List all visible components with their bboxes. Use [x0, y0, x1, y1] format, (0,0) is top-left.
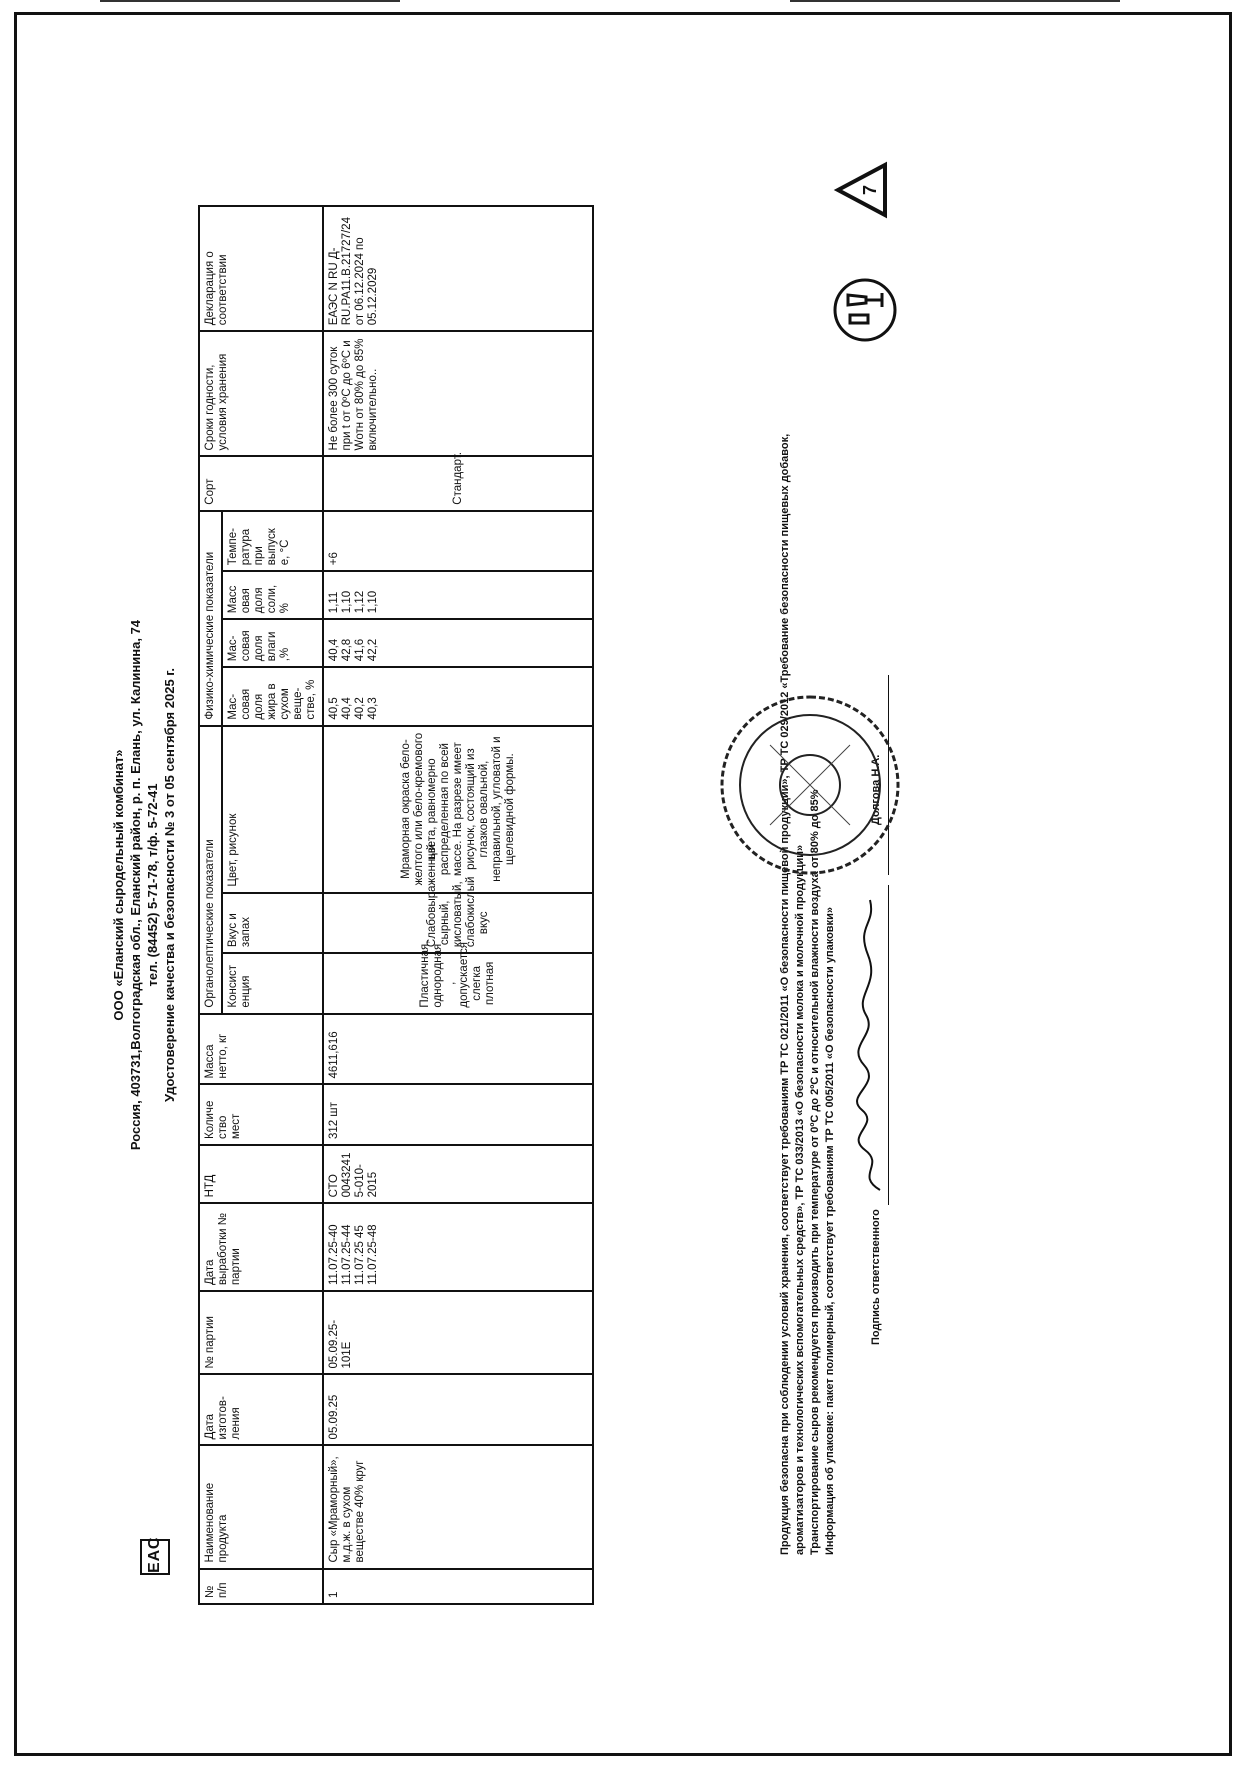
food-contact-icon [830, 275, 900, 345]
cell-color: Мраморная окраска бело-желтого или бело-кремового цвета, равномерно распределенная по всей массе. На разрезе имеет рисунок, состоящий из глазков овальной, неправильной, угловатой и щелевидной формы. [323, 726, 593, 893]
cell-consistency: Пластичная, однородная , допускается слегка плотная [323, 953, 593, 1014]
svg-text:7: 7 [860, 184, 880, 196]
top-rule [100, 0, 400, 2]
col-taste: Вкус и запах [222, 893, 323, 954]
col-mass: Масса нетто, кг [199, 1014, 323, 1085]
cell-batch: 05.09.25-101Е [323, 1291, 593, 1374]
col-ntd: НТД [199, 1145, 323, 1203]
col-declaration: Декларация о соответствии [199, 206, 323, 331]
cell-shelf: Не более 300 суток при t от 0ºС до 6ºС и Wотн от 80% до 85% включительно.. [323, 331, 593, 456]
col-consistency: Консист енция [222, 953, 323, 1014]
signer-name: Долгова Н.А. [870, 754, 882, 825]
footer-line: Информация об упаковке: пакет полимерный, соответствует требованиям ТР ТС 005/2011 «О безопасности упаковки» [824, 907, 836, 1555]
col-color: Цвет, рисунок [222, 726, 323, 893]
signature-label: Подпись ответственного [870, 1209, 882, 1345]
cell-date-prod: 11.07.25-40 11.07.25-44 11.07.25 45 11.07.25-48 [323, 1203, 593, 1291]
cell-mass: 4611,616 [323, 1014, 593, 1085]
cell-salt: 1,11 1,10 1,12 1,10 [323, 571, 593, 619]
col-salt: Масс овая доля соли, % [222, 571, 323, 619]
top-rule [790, 0, 1120, 2]
col-shelf: Сроки годности, условия хранения [199, 331, 323, 456]
cell-moisture: 40,4 42,8 41,6 42,2 [323, 619, 593, 667]
table-row [323, 206, 593, 1604]
company-address: Россия, 403731,Волгоградская обл., Еланский район, р. п. Елань, ул. Калинина, 74 [128, 619, 143, 1151]
recycle-icon [830, 155, 900, 225]
signature-line [888, 885, 889, 1205]
cell-temp: +6 [323, 511, 593, 572]
col-count: Количе ство мест [199, 1085, 323, 1146]
company-name: ООО «Еланский сыродельный комбинат» [111, 749, 126, 1021]
footer-line: ароматизаторов и технологических вспомогательных средств», ТР ТС 033/2013 «О безопасности молока и молочной продукции» [794, 844, 806, 1555]
col-date-prod: Дата выработки № партии [199, 1203, 323, 1291]
footer-line: Транспортирование сыров рекомендуется производить при температуре от 0ºС до 2ºС и относительной влажности воздуха от 80% до 85% [809, 789, 821, 1555]
cell-name: Сыр «Мраморный», м.д.ж. в сухом веществе 40% круг [323, 1445, 593, 1568]
cell-grade: Стандарт. [323, 456, 593, 510]
quality-table [198, 205, 594, 1605]
cell-taste: Слабовыраженный сырный, кисловатый, слабокислый вкус [323, 893, 593, 954]
col-moisture: Мас-совая доля влаги ,% [222, 619, 323, 667]
round-stamp-seal [710, 685, 910, 885]
col-organoleptic: Органолептические показатели [199, 726, 222, 1014]
col-num: № п/п [199, 1569, 323, 1604]
signature-scrawl [850, 895, 890, 1195]
eac-mark: ЕАС [140, 1539, 170, 1575]
cell-count: 312 шт [323, 1085, 593, 1146]
document-header [110, 165, 178, 1605]
col-temp: Темпе-ратура при выпуск е, °С [222, 511, 323, 572]
rotated-document [110, 165, 970, 1605]
cell-declaration: ЕАЭС N RU Д-RU.PA11.B.21727/24 от 06.12.2024 по 05.12.2029 [323, 206, 593, 331]
col-physchem: Физико-химические показатели [199, 511, 222, 726]
col-fat: Мас-совая доля жира в сухом веще-стве, % [222, 667, 323, 725]
cell-date-made: 05.09.25 [323, 1375, 593, 1446]
cell-num: 1 [323, 1569, 593, 1604]
col-batch: № партии [199, 1291, 323, 1374]
footer-line: Продукция безопасна при соблюдении условий хранения, соответствует требованиям ТР ТС 021/2011 «О безопасности пищевой продукции», ТР ТС 029/2012 «Требование безопасности пищевых добавок, [779, 433, 791, 1555]
cell-ntd: СТО 0043241 5-010-2015 [323, 1145, 593, 1203]
col-name: Наименование продукта [199, 1445, 323, 1568]
company-phone: тел. (84452) 5-71-78, т/ф. 5-72-41 [145, 783, 160, 987]
table-header-row [199, 206, 222, 1604]
certificate-title: Удостоверение качества и безопасности № 3 от 05 сентября 2025 г. [162, 667, 177, 1103]
col-grade: Сорт [199, 456, 323, 510]
cell-fat: 40,5 40,4 40,2 40,3 [323, 667, 593, 725]
col-date-made: Дата изготов-ления [199, 1375, 323, 1446]
